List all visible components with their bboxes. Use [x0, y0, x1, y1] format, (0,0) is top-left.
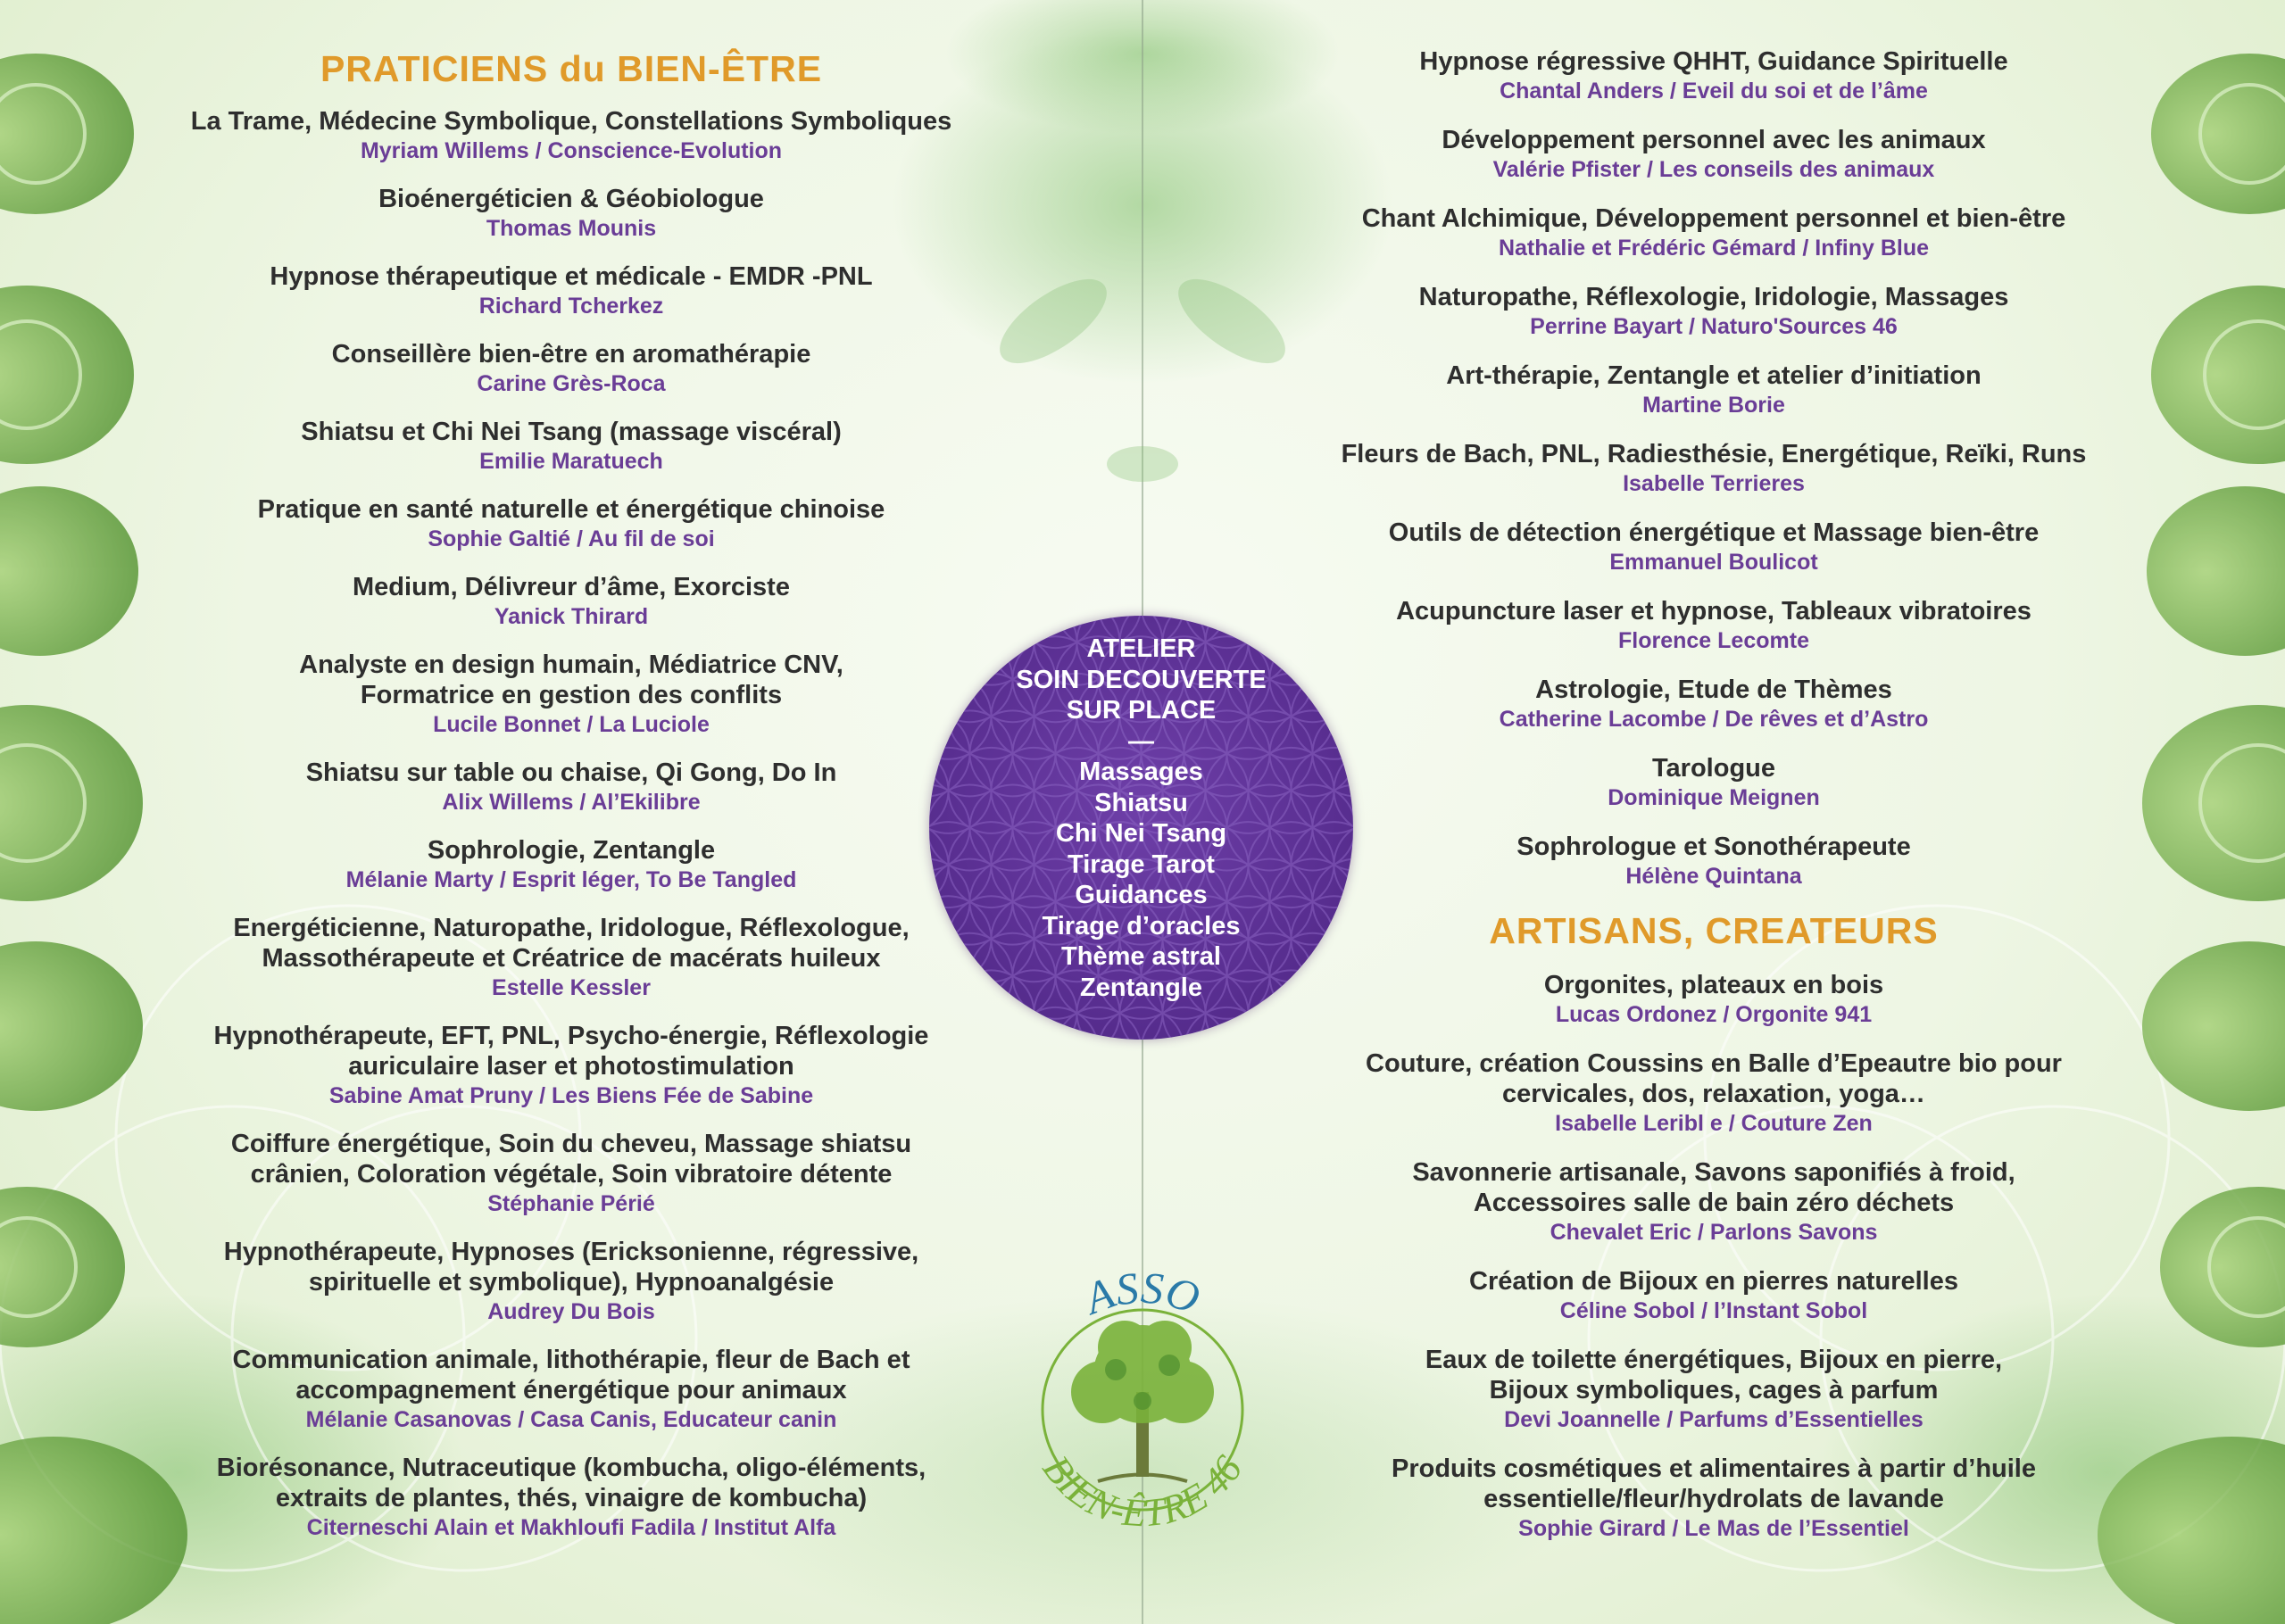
atelier-line: Tirage d’oracles: [1042, 911, 1241, 940]
logo-asso-text: ASSO: [1077, 1262, 1207, 1324]
atelier-circle: [929, 616, 1353, 1040]
praticien-entry: [147, 1453, 995, 1542]
praticien-entry-title: Communication animale, lithothérapie, fleur de Bach et: [232, 1346, 910, 1374]
artisan-entry-title: Création de Bijoux en pierres naturelles: [1469, 1267, 1958, 1296]
praticien-entry: [1285, 596, 2142, 655]
praticien-entry: [147, 1021, 995, 1110]
praticien-entry: [147, 339, 995, 398]
praticien-entry-name: Thomas Mounis: [486, 216, 657, 241]
praticien-entry-title: Formatrice en gestion des conflits: [360, 681, 783, 709]
praticien-entry-name: Audrey Du Bois: [487, 1299, 655, 1324]
praticien-entry-title: Hypnothérapeute, Hypnoses (Ericksonienne, régressive,: [223, 1238, 919, 1266]
praticien-entry-title: Medium, Délivreur d’âme, Exorciste: [353, 573, 790, 601]
praticien-entry-name: Estelle Kessler: [492, 975, 651, 1000]
praticien-entry-name: Florence Lecomte: [1618, 628, 1809, 653]
praticien-entry-title: Hypnose régressive QHHT, Guidance Spirituelle: [1419, 47, 2008, 76]
praticien-entry-title: Acupuncture laser et hypnose, Tableaux vibratoires: [1396, 597, 2032, 626]
praticien-entry-title: Massothérapeute et Créatrice de macérats huileux: [262, 944, 881, 973]
praticien-entry: [1285, 360, 2142, 419]
praticien-entry-name: Catherine Lacombe / De rêves et d’Astro: [1499, 707, 1929, 732]
praticien-entry-name: Nathalie et Frédéric Gémard / Infiny Blue: [1498, 236, 1930, 261]
praticien-entry-name: Carine Grès-Roca: [477, 371, 666, 396]
praticien-entry-name: Sabine Amat Pruny / Les Biens Fée de Sabine: [328, 1083, 814, 1108]
asso-bien-etre-logo: [991, 1258, 1294, 1562]
praticien-entry: [147, 835, 995, 894]
praticien-entry-title: Shiatsu et Chi Nei Tsang (massage viscéral): [301, 418, 842, 446]
praticien-entry-title: Bioénergéticien & Géobiologue: [378, 185, 764, 213]
artisan-entry-name: Devi Joannelle / Parfums d’Essentielles: [1504, 1407, 1924, 1432]
praticien-entry-name: Mélanie Marty / Esprit léger, To Be Tangled: [345, 867, 797, 892]
atelier-line: SOIN DECOUVERTE: [1016, 665, 1267, 694]
atelier-line: Chi Nei Tsang: [1055, 819, 1227, 848]
praticien-entry-title: accompagnement énergétique pour animaux: [295, 1376, 847, 1404]
praticien-entry: [147, 417, 995, 476]
praticien-entry-name: Sophie Galtié / Au fil de soi: [428, 526, 715, 551]
praticien-entry: [147, 572, 995, 631]
praticiens-title: PRATICIENS du BIEN-ÊTRE: [320, 48, 823, 89]
artisan-entry-name: Lucas Ordonez / Orgonite 941: [1555, 1002, 1873, 1027]
logo-bien-etre-text: BIEN-ÊTRE 46: [1034, 1447, 1251, 1536]
praticien-entry-name: Isabelle Terrieres: [1623, 471, 1805, 496]
praticien-entry: [1285, 203, 2142, 262]
praticien-entry-name: Perrine Bayart / Naturo'Sources 46: [1530, 314, 1898, 339]
praticien-entry-title: auriculaire laser et photostimulation: [348, 1052, 794, 1081]
praticien-entry-title: Hypnothérapeute, EFT, PNL, Psycho-énergie, Réflexologie: [213, 1022, 929, 1050]
artisan-entry-name: Chevalet Eric / Parlons Savons: [1550, 1220, 1878, 1245]
praticien-entry: [1285, 125, 2142, 184]
praticien-entry-name: Martine Borie: [1642, 393, 1785, 418]
praticien-entry-title: Energéticienne, Naturopathe, Iridologue, Réflexologue,: [233, 914, 910, 942]
artisan-entry-title: Couture, création Coussins en Balle d’Epeautre bio pour: [1366, 1049, 2062, 1078]
artisan-entry: [1285, 1454, 2142, 1543]
artisan-entry-title: essentielle/fleur/hydrolats de lavande: [1483, 1485, 1944, 1513]
atelier-line: Zentangle: [1080, 973, 1202, 1002]
praticien-entry-title: Astrologie, Etude de Thèmes: [1535, 675, 1892, 704]
praticien-entry-name: Dominique Meignen: [1608, 785, 1820, 810]
praticien-entry: [1285, 282, 2142, 341]
praticien-entry-title: Naturopathe, Réflexologie, Iridologie, Massages: [1418, 283, 2009, 311]
artisan-entry: [1285, 1345, 2142, 1434]
praticien-entry: [147, 650, 995, 739]
artisan-entry-title: Produits cosmétiques et alimentaires à partir d’huile: [1392, 1454, 2036, 1483]
artisan-entry-title: cervicales, dos, relaxation, yoga…: [1502, 1080, 1925, 1108]
praticien-entry: [1285, 46, 2142, 105]
praticien-entry: [147, 106, 995, 165]
praticien-entry-title: extraits de plantes, thés, vinaigre de kombucha): [275, 1484, 868, 1512]
praticien-entry-name: Emilie Maratuech: [479, 449, 663, 474]
atelier-line: Shiatsu: [1094, 788, 1188, 817]
praticien-entry-title: Coiffure énergétique, Soin du cheveu, Massage shiatsu: [230, 1130, 912, 1158]
artisan-entry: [1285, 1157, 2142, 1247]
praticien-entry: [147, 184, 995, 243]
praticiens-column-right: [1285, 0, 2142, 1562]
praticien-entry-name: Myriam Willems / Conscience-Evolution: [360, 138, 783, 163]
praticien-entry-name: Valérie Pfister / Les conseils des animaux: [1492, 157, 1935, 182]
artisan-entry-title: Accessoires salle de bain zéro déchets: [1473, 1189, 1955, 1217]
praticien-entry: [147, 1345, 995, 1434]
praticien-entry: [147, 1129, 995, 1218]
atelier-line: SUR PLACE: [1066, 696, 1217, 725]
artisan-entry: [1285, 970, 2142, 1029]
artisan-entry-name: Céline Sobol / l’Instant Sobol: [1559, 1298, 1868, 1323]
artisans-list: [1285, 970, 2142, 1543]
praticien-entry-title: spirituelle et symbolique), Hypnoanalgésie: [308, 1268, 835, 1297]
praticien-entry-title: Shiatsu sur table ou chaise, Qi Gong, Do In: [305, 758, 837, 787]
praticien-entry: [1285, 439, 2142, 498]
praticien-entry-title: Outils de détection énergétique et Massage bien-être: [1388, 518, 2040, 547]
praticiens-column: [147, 0, 995, 1561]
praticien-entry-name: Mélanie Casanovas / Casa Canis, Educateur canin: [305, 1407, 837, 1432]
praticien-entry-title: Pratique en santé naturelle et énergétique chinoise: [257, 495, 885, 524]
praticien-entry-name: Hélène Quintana: [1625, 864, 1802, 889]
artisan-entry: [1285, 1048, 2142, 1138]
praticien-entry-name: Alix Willems / Al’Ekilibre: [442, 790, 701, 815]
praticien-entry-title: Chant Alchimique, Développement personnel et bien-être: [1361, 204, 2066, 233]
praticien-entry-name: Richard Tcherkez: [478, 294, 664, 319]
praticien-entry: [147, 913, 995, 1002]
praticien-entry-title: Hypnose thérapeutique et médicale - EMDR -PNL: [270, 262, 873, 291]
praticien-entry: [1285, 832, 2142, 891]
atelier-line: ATELIER: [1086, 634, 1196, 663]
praticien-entry-title: Fleurs de Bach, PNL, Radiesthésie, Energétique, Reïki, Runs: [1341, 440, 2087, 468]
artisan-entry-title: Eaux de toilette énergétiques, Bijoux en pierre,: [1425, 1346, 2003, 1374]
artisan-entry-name: Isabelle Leribl e / Couture Zen: [1555, 1111, 1873, 1136]
praticien-entry: [147, 261, 995, 320]
artisans-title: ARTISANS, CREATEURS: [1489, 910, 1939, 951]
praticien-entry-title: Biorésonance, Nutraceutique (kombucha, oligo-éléments,: [216, 1454, 926, 1482]
praticien-entry-title: Art-thérapie, Zentangle et atelier d’initiation: [1446, 361, 1982, 390]
artisan-entry-name: Sophie Girard / Le Mas de l’Essentiel: [1518, 1516, 1909, 1541]
praticien-entry: [1285, 675, 2142, 733]
praticien-entry: [1285, 518, 2142, 576]
praticien-entry: [1285, 753, 2142, 812]
praticien-entry-name: Citerneschi Alain et Makhloufi Fadila / Institut Alfa: [306, 1515, 836, 1540]
praticien-entry-name: Yanick Thirard: [494, 604, 649, 629]
artisan-entry: [1285, 1266, 2142, 1325]
praticien-entry-name: Emmanuel Boulicot: [1609, 550, 1818, 575]
praticien-entry-title: Sophrologie, Zentangle: [427, 836, 716, 865]
praticien-entry: [147, 494, 995, 553]
artisan-entry-title: Orgonites, plateaux en bois: [1543, 971, 1884, 999]
artisan-entry-title: Bijoux symboliques, cages à parfum: [1489, 1376, 1939, 1404]
atelier-line: Massages: [1079, 758, 1203, 786]
praticien-entry-name: Stéphanie Périé: [487, 1191, 655, 1216]
praticien-entry-title: Tarologue: [1651, 754, 1776, 783]
praticien-entry: [147, 1237, 995, 1326]
praticiens-list-right: [1285, 46, 2142, 891]
atelier-line: Guidances: [1075, 881, 1208, 909]
praticien-entry-title: La Trame, Médecine Symbolique, Constellations Symboliques: [190, 107, 952, 136]
praticien-entry-title: Sophrologue et Sonothérapeute: [1516, 833, 1911, 861]
praticien-entry: [147, 758, 995, 816]
atelier-text: [929, 634, 1353, 1003]
praticien-entry-title: Analyste en design humain, Médiatrice CNV,: [299, 650, 843, 679]
atelier-line: Tirage Tarot: [1068, 849, 1215, 879]
artisan-entry-title: Savonnerie artisanale, Savons saponifiés à froid,: [1412, 1158, 2015, 1187]
atelier-line: Thème astral: [1061, 942, 1221, 971]
atelier-line: —: [1128, 726, 1154, 756]
praticien-entry-title: Conseillère bien-être en aromathérapie: [331, 340, 811, 369]
praticien-entry-title: crânien, Coloration végétale, Soin vibratoire détente: [250, 1160, 893, 1189]
praticien-entry-name: Lucile Bonnet / La Luciole: [433, 712, 710, 737]
praticien-entry-title: Développement personnel avec les animaux: [1442, 126, 1986, 154]
praticiens-list: [147, 106, 995, 1542]
praticien-entry-name: Chantal Anders / Eveil du soi et de l’âme: [1500, 79, 1928, 104]
